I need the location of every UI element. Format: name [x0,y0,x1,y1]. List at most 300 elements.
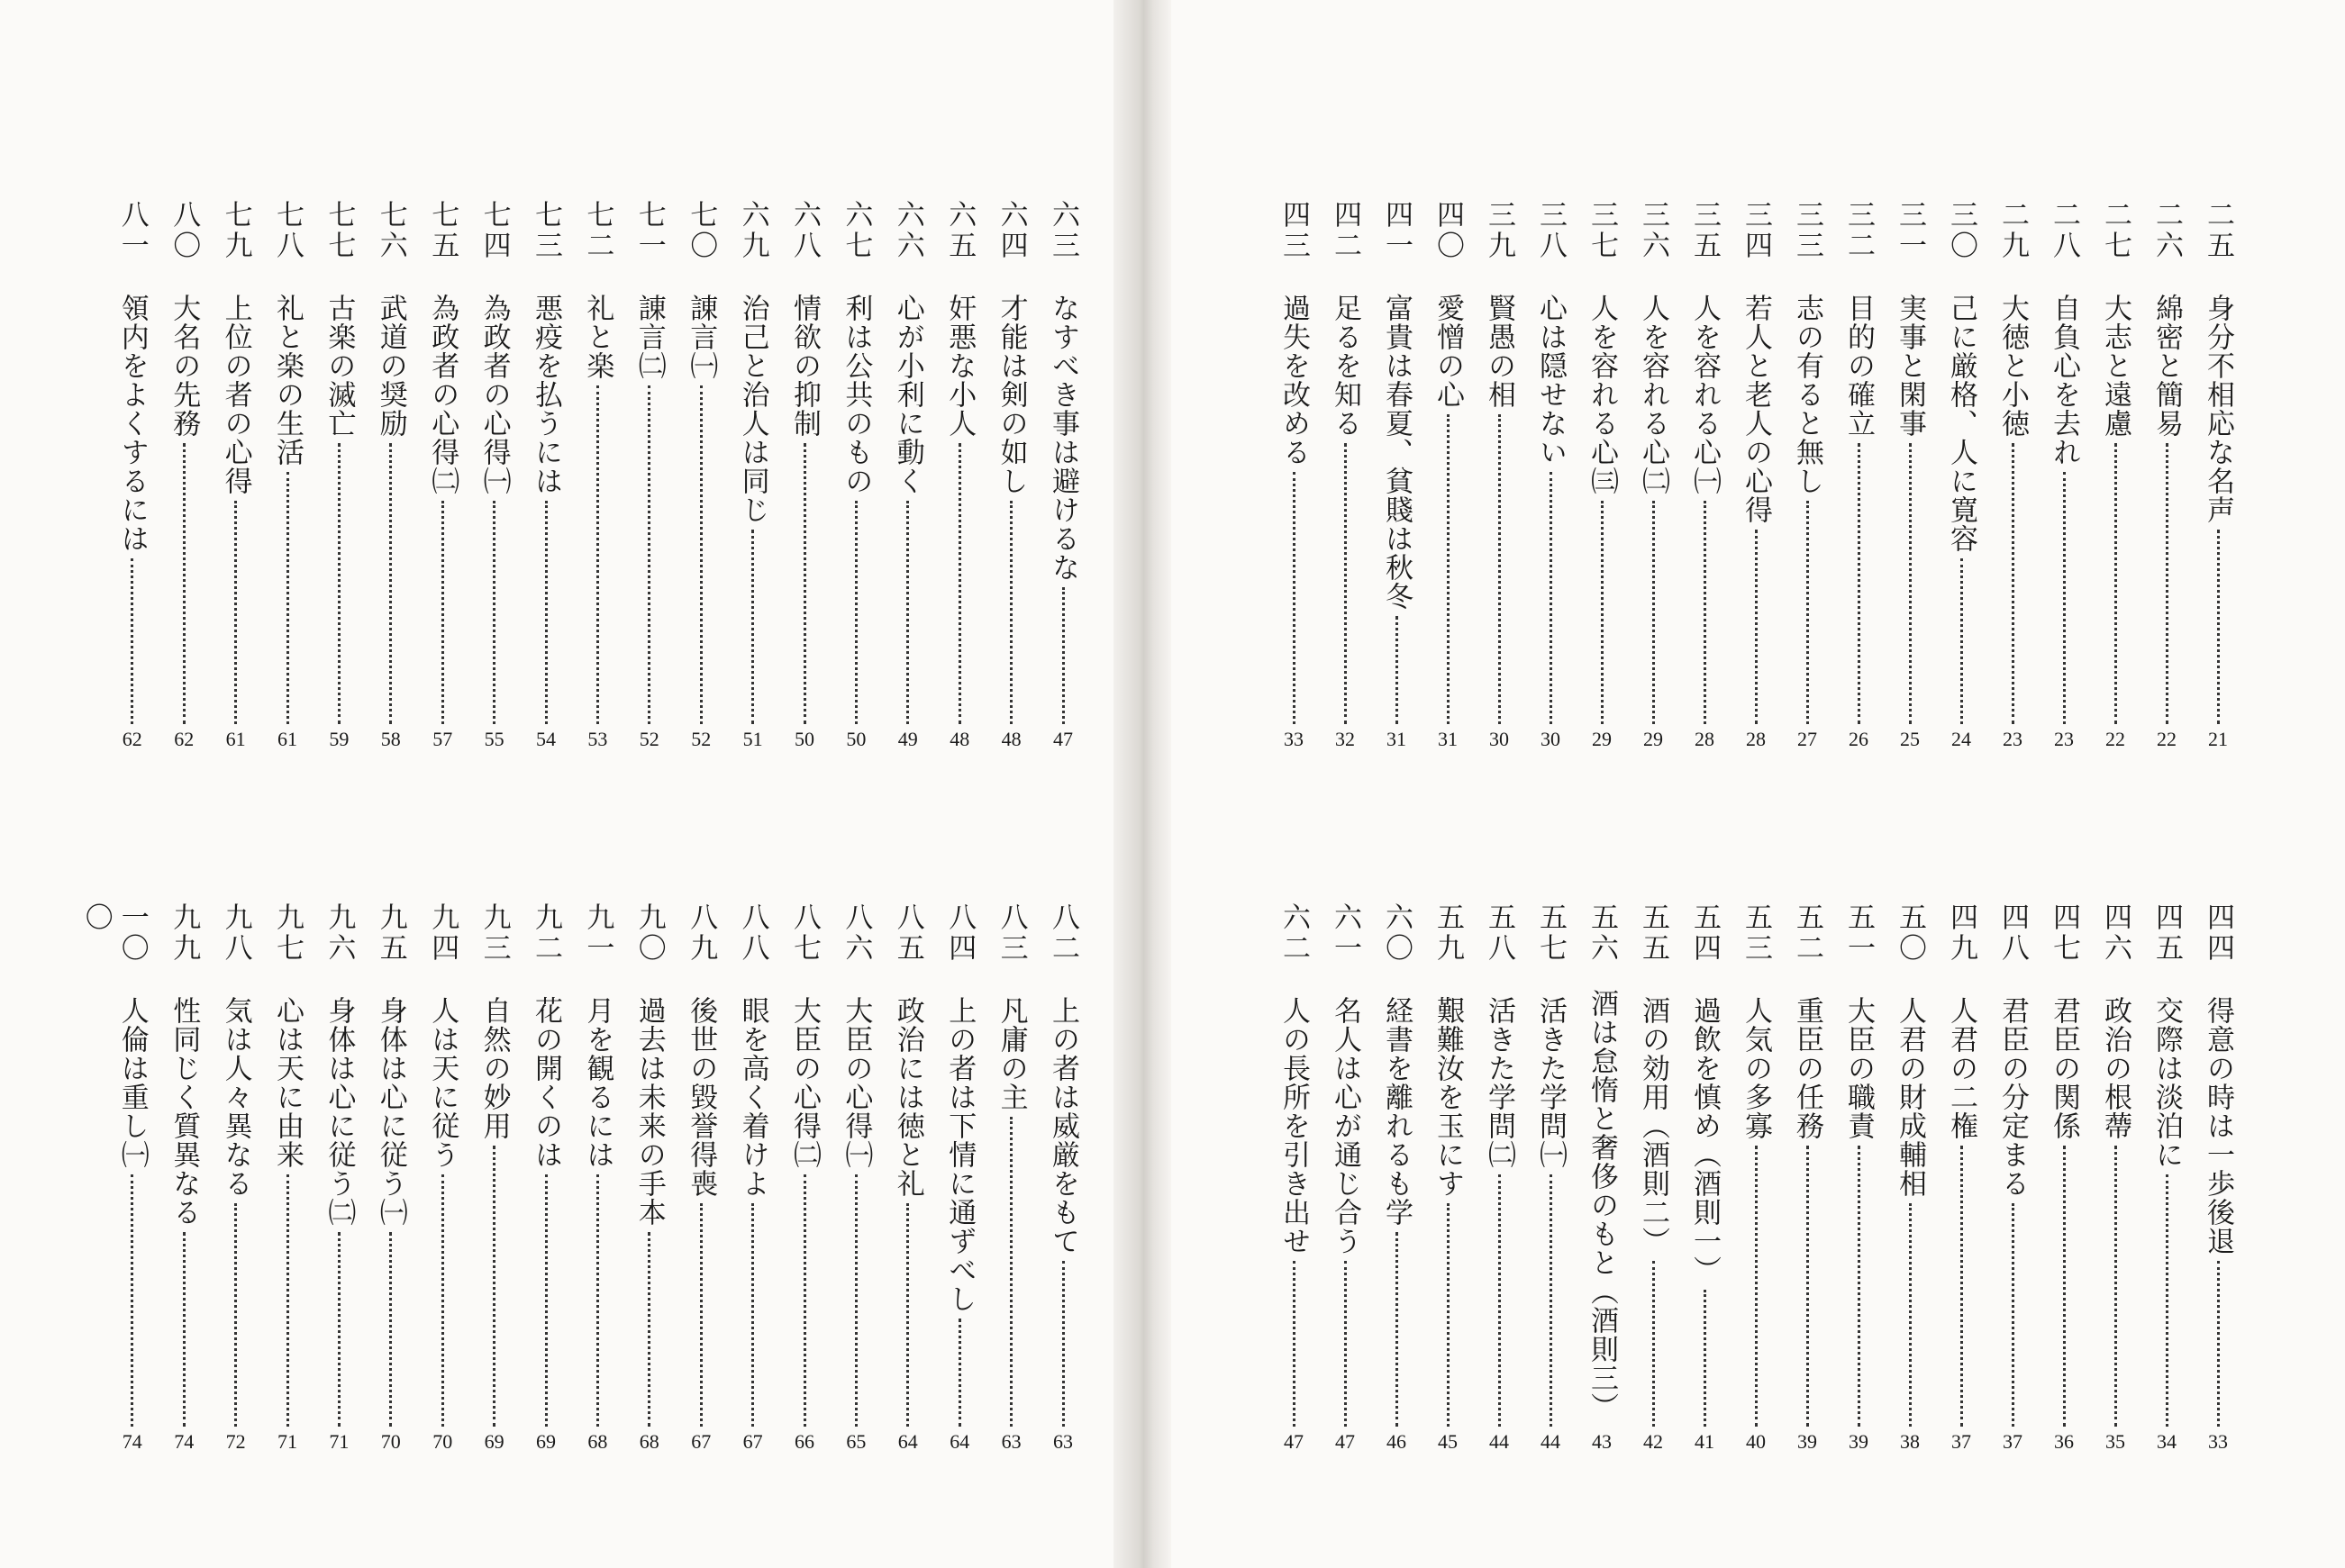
dot-leader [855,501,858,724]
toc-entry-title: 若人と老人の心得 [1740,294,1772,524]
toc-entry-title: 古楽の滅亡 [323,294,356,438]
toc-entry-page: 64 [950,1430,970,1453]
toc-entry-page: 21 [2208,728,2228,750]
toc-entry-title: 上の者は下情に通ずべし [943,996,977,1313]
dot-leader [959,1319,961,1427]
toc-entry [2144,200,2189,749]
toc-entry-page: 70 [432,1430,453,1453]
toc-entry-number: 八九 [685,902,718,964]
toc-entry [1322,902,1368,1452]
toc-entry-number: 三七 [1586,200,1618,261]
toc-entry [1682,902,1727,1452]
toc-entry [1374,200,1419,749]
toc-entry-title: 心は隠せない [1534,294,1567,467]
dot-leader [131,1174,133,1427]
dot-leader [286,1174,289,1427]
toc-entry [1041,200,1086,749]
toc-entry-title: 人倫は重し㈠ [115,996,149,1169]
toc-entry [2093,200,2138,749]
dot-leader [804,1174,806,1427]
toc-entry-page: 26 [1849,728,1868,750]
toc-entry [1990,200,2035,749]
toc-entry [937,200,982,749]
toc-entry-number: 三一 [1894,200,1926,261]
toc-entry-number: 四九 [1945,902,1977,964]
toc-entry-title: 己に厳格、人に寛容 [1945,294,1977,553]
toc-entry-page: 30 [1489,728,1509,750]
dot-leader [1395,616,1398,724]
toc-entry-number: 九八 [219,902,252,964]
toc-entry-title: 人を容れる心㈢ [1586,294,1618,495]
toc-entry [2041,200,2086,749]
dot-leader [493,1146,495,1427]
toc-entry-page: 57 [432,728,453,750]
toc-entry [316,200,361,749]
toc-entry-number: 七〇 [685,200,718,261]
toc-entry-title: 礼と楽の生活 [271,294,304,467]
toc-entry [420,902,465,1452]
dot-leader [183,1232,186,1427]
dot-leader [2217,1261,2220,1427]
toc-entry-page: 31 [1438,728,1458,750]
toc-entry-page: 39 [1849,1430,1868,1453]
toc-entry-title: 政治の根蔕 [2099,996,2131,1140]
toc-entry [161,200,206,749]
toc-entry-page: 23 [2003,728,2022,750]
toc-entry-number: 八二 [1047,902,1079,964]
toc-entry-number: 二七 [2099,200,2131,261]
dot-leader [700,1203,703,1427]
dot-leader [234,501,237,724]
toc-entry-page: 61 [277,728,297,750]
toc-entry-title: 交際は淡泊に [2150,996,2183,1169]
toc-entry-number: 五三 [1740,902,1772,964]
dot-leader [441,1174,444,1427]
dot-leader [1395,1232,1398,1427]
toc-entry-page: 44 [1541,1430,1560,1453]
dot-leader [1010,501,1013,724]
toc-entry [886,902,931,1452]
toc-entry-page: 52 [691,728,712,750]
toc-entry-page: 71 [277,1430,297,1453]
dot-leader [2012,443,2014,724]
toc-entry-number: 五八 [1483,902,1515,964]
toc-entry-page: 46 [1386,1430,1406,1453]
dot-leader [2012,1203,2014,1427]
toc-entry-number: 九九 [168,902,201,964]
dot-leader [1293,1261,1295,1427]
dot-leader [2114,1146,2117,1427]
dot-leader [2063,472,2066,724]
toc-entry-number: 九〇 [632,902,666,964]
dot-leader [1601,501,1604,724]
toc-entry-number: 三九 [1483,200,1515,261]
toc-entry [1271,200,1316,749]
toc-entry-number: 五五 [1637,902,1669,964]
toc-entry-title: 眼を高く着けよ [736,996,769,1198]
toc-entry-title: 人気の多寡 [1740,996,1772,1140]
toc-entry-number: 七五 [426,200,459,261]
toc-entry-page: 23 [2054,728,2074,750]
toc-entry-title: 身体は心に従う㈠ [374,996,407,1227]
dot-leader [1755,1146,1758,1427]
toc-entry-page: 39 [1797,1430,1817,1453]
toc-entry-title: 人を容れる心㈠ [1688,294,1721,495]
toc-entry-page: 47 [1053,728,1073,750]
toc-entry-page: 32 [1335,728,1355,750]
toc-entry-page: 69 [484,1430,504,1453]
toc-entry-title: 大名の先務 [168,294,201,438]
toc-entry [110,200,155,749]
toc-entry [1990,902,2035,1452]
toc-entry-number: 八八 [736,902,769,964]
toc-entry-number: 八七 [788,902,821,964]
toc-entry-number: 九一 [581,902,614,964]
toc-entry [937,902,982,1452]
book-gutter [1113,0,1171,1568]
toc-entry-number: 七一 [632,200,666,261]
toc-entry-page: 43 [1592,1430,1612,1453]
toc-entry-number: 九四 [426,902,459,964]
dot-leader [1447,1203,1450,1427]
toc-entry-title: なすべき事は避けるな [1047,294,1079,582]
toc-entry [161,902,206,1452]
toc-entry [1682,200,1727,749]
toc-entry-number: 八五 [891,902,924,964]
toc-entry-title: 足るを知る [1329,294,1361,438]
toc-entry-number: 五一 [1842,902,1875,964]
toc-entry-page: 51 [742,728,763,750]
dot-leader [389,1232,392,1427]
toc-entry [989,902,1034,1452]
dot-leader [1344,1261,1347,1427]
toc-entry-title: 人を容れる心㈡ [1637,294,1669,495]
toc-entry [1836,902,1881,1452]
toc-entry-number: 六八 [788,200,821,261]
toc-entry-page: 74 [122,1430,142,1453]
left-page [0,0,1113,1568]
toc-entry-page: 29 [1643,728,1663,750]
toc-entry-title: 月を観るには [581,996,614,1169]
toc-entry-title: 心が小利に動く [891,294,924,495]
toc-entry-number: 六六 [891,200,924,261]
toc-entry-number: 三五 [1688,200,1721,261]
dot-leader [1447,414,1450,724]
toc-entry [2195,200,2240,749]
toc-entry-number: 五〇 [1894,902,1926,964]
toc-entry-number: 五二 [1791,902,1823,964]
toc-entry-title: 情欲の抑制 [788,294,821,438]
toc-entry-title: 大臣の心得㈠ [840,996,873,1169]
toc-entry-page: 62 [174,728,195,750]
toc-entry-number: 九五 [374,902,407,964]
toc-entry-page: 28 [1746,728,1766,750]
dot-leader [338,443,341,724]
toc-entry-number: 四五 [2150,902,2183,964]
toc-entry-page: 42 [1643,1430,1663,1453]
toc-entry-title: 政治には徳と礼 [891,996,924,1198]
toc-entry [1887,902,1932,1452]
toc-entry-page: 62 [122,728,142,750]
toc-entry-number: 六〇 [1380,902,1413,964]
toc-entry-page: 55 [484,728,504,750]
toc-entry-title: 為政者の心得㈠ [477,294,511,495]
toc-entry [1477,200,1522,749]
toc-entry [1528,200,1573,749]
toc-entry-number: 五六 [1586,902,1618,964]
toc-entry-number: 二六 [2150,200,2183,261]
toc-entry [1785,902,1830,1452]
dot-leader [493,501,495,724]
toc-entry-page: 40 [1746,1430,1766,1453]
dot-leader [1704,1290,1706,1427]
toc-entry-title: 凡庸の主 [995,996,1028,1111]
toc-entry-title: 志の有ると無し [1791,294,1823,495]
toc-entry [1785,200,1830,749]
toc-entry-page: 25 [1900,728,1920,750]
toc-entry-number: 六四 [995,200,1028,261]
toc-entry-title: 自然の妙用 [477,996,511,1140]
dot-leader [545,501,548,724]
toc-entry-title: 諌言㈡ [632,294,666,380]
toc-entry [627,200,672,749]
toc-entry [1425,902,1470,1452]
toc-entry-page: 70 [380,1430,401,1453]
dot-leader [2114,443,2117,724]
toc-entry [368,200,414,749]
toc-entry [1477,902,1522,1452]
toc-entry-number: 五四 [1688,902,1721,964]
toc-entry-title: 人は天に従う [426,996,459,1169]
dot-leader [1806,1146,1809,1427]
toc-entry-page: 38 [1900,1430,1920,1453]
toc-entry-title: 身体は心に従う㈡ [323,996,356,1227]
dot-leader [959,443,961,724]
toc-entry-page: 29 [1592,728,1612,750]
toc-entry-page: 33 [1284,728,1304,750]
toc-entry-page: 64 [897,1430,918,1453]
toc-entry-title: 花の開くのは [530,996,562,1169]
toc-entry-page: 48 [950,728,970,750]
toc-entry [2195,902,2240,1452]
toc-entry-number: 八四 [943,902,977,964]
dot-leader [1858,1146,1860,1427]
toc-entry-page: 34 [2157,1430,2177,1453]
dot-leader [1010,1117,1013,1427]
toc-entry-page: 31 [1386,728,1406,750]
dot-leader [1062,587,1065,724]
toc-entry [1733,200,1778,749]
toc-entry-number: 七八 [271,200,304,261]
toc-entry-number: 六二 [1277,902,1310,964]
dot-leader [1909,443,1912,724]
toc-entry [265,200,310,749]
toc-entry-number: 四四 [2202,902,2234,964]
toc-entry-page: 47 [1335,1430,1355,1453]
dot-leader [804,443,806,724]
toc-entry-title: 活きた学問㈠ [1534,996,1567,1169]
toc-entry-title: 諌言㈠ [685,294,718,380]
toc-entry-title: 活きた学問㈡ [1483,996,1515,1169]
toc-entry-title: 富貴は春夏、貧賤は秋冬 [1380,294,1413,611]
toc-entry-page: 66 [795,1430,814,1453]
toc-entry-number: 九二 [530,902,562,964]
toc-entry-number: 六九 [736,200,769,261]
toc-entry [1887,200,1932,749]
toc-entry-number: 八六 [840,902,873,964]
toc-entry [1939,902,1984,1452]
toc-entry-page: 37 [1951,1430,1971,1453]
toc-entry [79,902,155,1453]
toc-entry-page: 59 [329,728,350,750]
toc-entry-page: 63 [1053,1430,1073,1453]
toc-entry-page: 71 [329,1430,350,1453]
toc-entry-number: 四三 [1277,200,1310,261]
toc-entry-title: 重臣の任務 [1791,996,1823,1140]
dot-leader [906,501,909,724]
toc-entry-number: 五七 [1534,902,1567,964]
toc-entry-title: 酒の効用（酒則二） [1637,996,1669,1255]
toc-entry-number: 八三 [995,902,1028,964]
toc-entry [2041,902,2086,1452]
toc-entry-title: 大徳と小徳 [1996,294,2029,438]
toc-entry-number: 九六 [323,902,356,964]
toc-entry-title: 自負心を去れ [2048,294,2080,467]
dot-leader [2063,1146,2066,1427]
toc-entry-number: 三二 [1842,200,1875,261]
toc-entry-title: 後世の毀誉得喪 [685,996,718,1198]
toc-entry [1579,200,1624,749]
toc-entry-number: 九三 [477,902,511,964]
toc-entry-page: 68 [639,1430,659,1453]
toc-entry [214,200,259,749]
toc-entry-page: 63 [1001,1430,1022,1453]
toc-entry-title: 実事と閑事 [1894,294,1926,438]
toc-entry-number: 六五 [943,200,977,261]
toc-entry-title: 過失を改める [1277,294,1310,467]
dot-leader [648,1232,650,1427]
toc-entry-number: 三四 [1740,200,1772,261]
toc-entry-page: 72 [225,1430,246,1453]
dot-leader [1498,414,1501,724]
dot-leader [648,385,650,724]
dot-leader [2166,443,2168,724]
toc-entry-number: 九七 [271,902,304,964]
toc-entry-title: 才能は剣の如し [995,294,1028,495]
toc-entry [1528,902,1573,1452]
dot-leader [286,472,289,724]
dot-leader [234,1203,237,1427]
toc-entry-title: 大臣の職責 [1842,996,1875,1140]
dot-leader [1755,530,1758,724]
toc-entry-number: 四〇 [1432,200,1464,261]
dot-leader [1062,1261,1065,1427]
dot-leader [906,1203,909,1427]
toc-entry-title: 酒は怠惰と奢侈のもと（酒則三） [1586,989,1618,1421]
dot-leader [183,443,186,724]
toc-entry-number: 六七 [840,200,873,261]
toc-entry-page: 45 [1438,1430,1458,1453]
toc-entry-page: 30 [1541,728,1560,750]
toc-entry-title: 武道の奨励 [374,294,407,438]
dot-leader [751,530,754,724]
dot-leader [389,443,392,724]
toc-entry [575,200,620,749]
toc-entry-page: 35 [2105,1430,2125,1453]
dot-leader [1909,1203,1912,1427]
toc-entry-number: 五九 [1432,902,1464,964]
toc-entry-title: 綿密と簡易 [2150,294,2183,438]
toc-entry-page: 67 [691,1430,712,1453]
toc-entry-number: 二九 [1996,200,2029,261]
dot-leader [1858,443,1860,724]
toc-entry-title: 利は公共のもの [840,294,873,495]
toc-entry [1271,902,1316,1452]
toc-entry [316,902,361,1452]
toc-entry-number: 八一 [115,200,149,261]
toc-entry [472,200,517,749]
toc-entry [886,200,931,749]
toc-entry-page: 49 [897,728,918,750]
dot-leader [1704,501,1706,724]
dot-leader [1550,1174,1552,1427]
toc-entry-number: 三六 [1637,200,1669,261]
toc-entry-title: 大臣の心得㈡ [788,996,821,1169]
dot-leader [338,1232,341,1427]
toc-entry-page: 44 [1489,1430,1509,1453]
dot-leader [1550,472,1552,724]
toc-entry-page: 69 [536,1430,556,1453]
toc-entry [1836,200,1881,749]
toc-entry-page: 22 [2157,728,2177,750]
dot-leader [1293,472,1295,724]
toc-entry-title: 心は天に由来 [271,996,304,1169]
toc-entry [782,902,827,1452]
toc-entry [678,902,723,1452]
toc-entry-page: 41 [1695,1430,1714,1453]
toc-entry [368,902,414,1452]
dot-leader [2217,530,2220,724]
toc-entry-title: 治己と治人は同じ [736,294,769,524]
toc-entry [1425,200,1470,749]
toc-entry-number: 一〇〇 [79,902,149,964]
toc-entry-title: 賢愚の相 [1483,294,1515,409]
toc-entry-title: 上の者は威厳をもて [1047,996,1079,1255]
toc-entry-title: 得意の時は一歩後退 [2202,996,2234,1255]
toc-entry-number: 七四 [477,200,511,261]
toc-entry-number: 四二 [1329,200,1361,261]
toc-entry [627,902,672,1452]
dot-leader [1960,558,1963,724]
toc-entry [678,200,723,749]
toc-entry-page: 37 [2003,1430,2022,1453]
dot-leader [1344,443,1347,724]
toc-entry-page: 33 [2208,1430,2228,1453]
dot-leader [751,1203,754,1427]
dot-leader [441,501,444,724]
toc-entry [1631,902,1676,1452]
toc-entry-number: 七三 [530,200,562,261]
toc-entry-number: 六三 [1047,200,1079,261]
toc-entry-page: 50 [795,728,814,750]
toc-entry-page: 58 [380,728,401,750]
toc-entry-title: 艱難汝を玉にす [1432,996,1464,1198]
toc-entry-title: 君臣の関係 [2048,996,2080,1140]
toc-entry-number: 二五 [2202,200,2234,261]
toc-entry [523,902,568,1452]
toc-entry-number: 四七 [2048,902,2080,964]
toc-entry-page: 50 [846,728,867,750]
